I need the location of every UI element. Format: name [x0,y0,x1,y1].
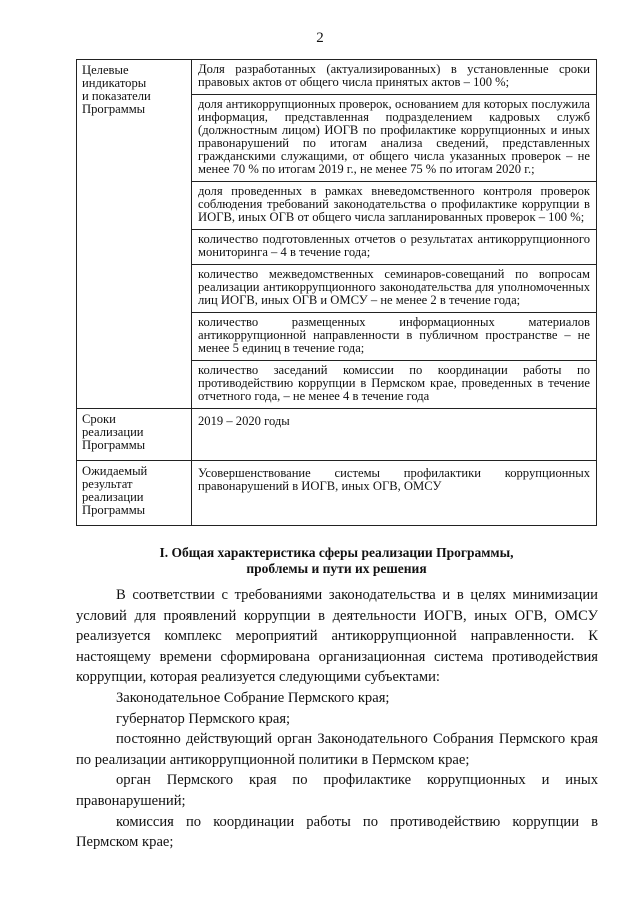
label-line: реализации [82,425,144,439]
label-line: Сроки [82,412,116,426]
label-line: Программы [82,102,146,116]
label-line: Программы [82,438,146,452]
section-title-line: I. Общая характеристика сферы реализации Программы, [159,545,514,560]
section-title [76,545,597,577]
row-content-expected-result [192,461,597,526]
program-passport-table [76,59,597,526]
indicator-item: доля антикоррупционных проверок, основанием для которых послужила информация, представленная подразделением кадровых служб (должностным лицом) ИОГВ по профилактике коррупционных и иных правонарушений по итогам анализа сведений, представленных гражданскими служащими, от общего числа указанных проверок – не менее 70 % по итогам 2019 г., не менее 75 % по итогам 2020 г.; [192,95,596,182]
table-row-deadlines [77,409,597,461]
indicator-item: количество размещенных информационных материалов антикоррупционной направленности в публичном пространстве – не менее 5 единиц в течение года; [192,313,596,361]
label-line: индикаторы [82,76,147,90]
deadline-value: 2019 – 2020 годы [198,414,290,428]
label-line: и показатели [82,89,151,103]
label-line: реализации [82,490,144,504]
paragraph: постоянно действующий орган Законодательного Собрания Пермского края по реализации антикоррупционной политики в Пермском крае; [76,731,598,768]
section-title-line: проблемы и пути их решения [246,561,427,576]
indicator-item: количество подготовленных отчетов о результатах антикоррупционного мониторинга – 4 в течение года; [192,230,596,265]
page-number: 2 [316,30,324,46]
row-label-expected-result [77,461,192,526]
row-content-indicators [192,60,597,409]
table-row-expected-result [77,461,597,526]
paragraph: губернатор Пермского края; [116,710,291,727]
paragraph: В соответствии с требованиями законодательства и в целях минимизации условий для проявлений коррупции в деятельности ИОГВ, иных ОГВ, ОМСУ реализуется комплекс мероприятий антикоррупционной направленности. К настоящему времени сформирована организационная система противодействия коррупции, которая реализуется следующими субъектами: [76,587,598,686]
label-line: Программы [82,503,146,517]
table-row-indicators [77,60,597,409]
paragraph: комиссия по координации работы по противодействию коррупции в Пермском крае; [76,813,598,851]
paragraph: орган Пермского края по профилактике коррупционных и иных правонарушений; [76,772,598,809]
indicator-item: количество межведомственных семинаров-совещаний по вопросам реализации антикоррупционного законодательства для уполномоченных лиц ИОГВ, иных ОГВ и ОМСУ – не менее 2 в течение года; [192,265,596,313]
row-label-indicators [77,60,192,409]
indicator-item: количество заседаний комиссии по координации работы по противодействию коррупции в Пермском крае, проведенных в течение отчетного года, – не менее 4 в течение года [198,363,590,403]
label-line: Целевые [82,63,129,77]
indicator-item: Доля разработанных (актуализированных) в установленные сроки правовых актов от общего числа принятых актов – 100 %; [192,60,596,95]
label-line: результат [82,477,133,491]
body-text [76,585,598,853]
indicator-item: доля проведенных в рамках вневедомственного контроля проверок соблюдения требований законодательства о профилактике коррупции в ИОГВ, иных ОГВ от общего числа запланированных проверок – 100 %; [192,182,596,230]
expected-result-value: Усовершенствование системы профилактики коррупционных правонарушений в ИОГВ, иных ОГВ, ОМСУ [198,466,590,493]
row-content-deadlines [192,409,597,461]
label-line: Ожидаемый [82,464,148,478]
paragraph: Законодательное Собрание Пермского края; [116,689,390,706]
row-label-deadlines [77,409,192,461]
